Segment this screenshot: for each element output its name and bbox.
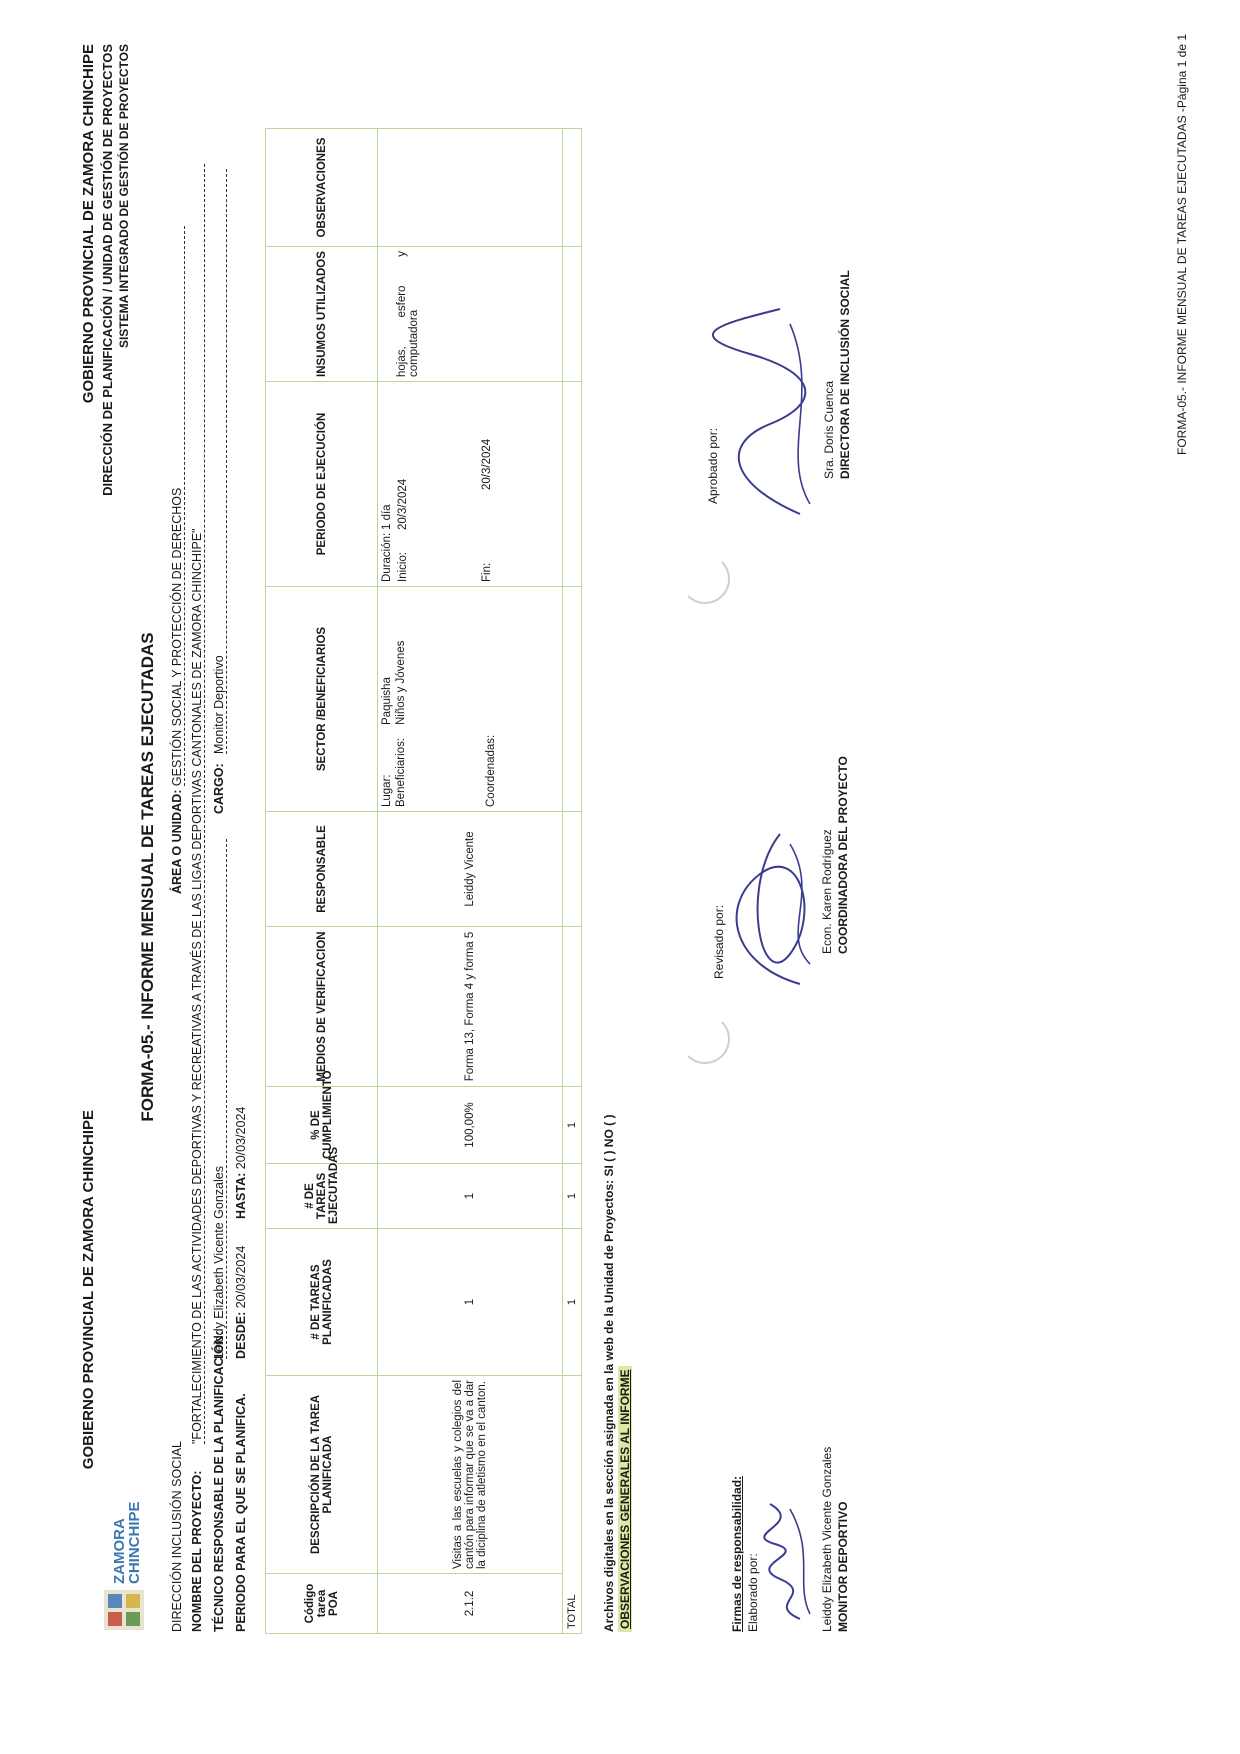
col-code: Código tarea POA bbox=[266, 1574, 378, 1634]
cargo-label: CARGO: bbox=[212, 763, 226, 814]
revisado-label: Revisado por: bbox=[712, 904, 726, 979]
page-footer: FORMA-05.- INFORME MENSUAL DE TAREAS EJECUTADAS -Página 1 de 1 bbox=[1175, 34, 1189, 455]
total-row bbox=[563, 129, 582, 1634]
inicio-value: 20/3/2024 bbox=[397, 478, 409, 530]
project-label: NOMBRE DEL PROYECTO: bbox=[190, 1470, 204, 1632]
desde-value: 20/03/2024 bbox=[234, 1245, 248, 1309]
cell-percent: 100,00% bbox=[378, 1087, 563, 1164]
period-label: PERIODO PARA EL QUE SE PLANIFICA. bbox=[234, 1393, 248, 1632]
col-resp: RESPONSABLE bbox=[266, 812, 378, 927]
lugar-label: Lugar: bbox=[381, 774, 393, 807]
table-header-row bbox=[266, 129, 378, 1634]
col-period: PERIODO DE EJECUCIÓN bbox=[266, 382, 378, 587]
aprobado-label: Aprobado por: bbox=[706, 427, 720, 504]
aprobado-role: DIRECTORA DE INCLUSIÓN SOCIAL bbox=[838, 270, 852, 479]
archivos-line: Archivos digitales en la sección asignada en la web de la Unidad de Proyectos: SI ( ) NO ( ) bbox=[602, 1114, 616, 1632]
logo-text: ZAMORA CHINCHIPE bbox=[111, 1501, 143, 1584]
duracion-label: Duración: bbox=[381, 532, 393, 582]
cell-sector bbox=[378, 587, 563, 812]
col-verif: MEDIOS DE VERIFICACION bbox=[266, 927, 378, 1087]
tasks-table bbox=[265, 128, 582, 1634]
hasta-value: 20/03/2024 bbox=[234, 1106, 248, 1170]
desde-label: DESDE: bbox=[234, 1311, 248, 1359]
area-value: GESTIÓN SOCIAL Y PROTECCIÓN DE DERECHOS bbox=[170, 226, 185, 786]
col-planned: # DE TAREAS PLANIFICADAS bbox=[266, 1229, 378, 1376]
col-obs: OBSERVACIONES bbox=[266, 129, 378, 247]
signatures-heading: Firmas de responsabilidad: bbox=[730, 1475, 744, 1632]
col-inputs: INSUMOS UTILIZADOS bbox=[266, 247, 378, 382]
observaciones-heading: OBSERVACIONES GENERALES AL INFORME bbox=[618, 1366, 632, 1632]
col-sector: SECTOR /BENEFICIARIOS bbox=[266, 587, 378, 812]
fin-label: Fin: bbox=[481, 562, 493, 582]
cell-obs bbox=[378, 129, 563, 247]
total-percent: 1 bbox=[563, 1087, 582, 1164]
cell-executed: 1 bbox=[378, 1164, 563, 1229]
org-name-line: GOBIERNO PROVINCIAL DE ZAMORA CHINCHIPE bbox=[80, 44, 97, 404]
cell-desc: Visitas a las escuelas y colegios del cantón para informar que se va a dar la diciplina de atletismo en el canton. bbox=[378, 1376, 563, 1574]
revisado-role: COORDINADORA DEL PROYECTO bbox=[836, 756, 850, 954]
elaborado-role: MONITOR DEPORTIVO bbox=[836, 1501, 850, 1632]
benef-label: Beneficiarios: bbox=[395, 737, 407, 807]
benef-value: Niños y Jóvenes bbox=[395, 640, 407, 725]
area-field bbox=[170, 226, 185, 894]
direction-line: DIRECCIÓN DE PLANIFICACIÓN / UNIDAD DE GESTIÓN DE PROYECTOS bbox=[100, 44, 115, 496]
tech-label: TÉCNICO RESPONSABLE DE LA PLANIFICACIÓN: bbox=[212, 1331, 226, 1632]
col-desc: DESCRIPCIÓN DE LA TAREA PLANIFICADA bbox=[266, 1376, 378, 1574]
lugar-value: Paquisha bbox=[381, 677, 393, 725]
total-planned: 1 bbox=[563, 1229, 582, 1376]
fin-value: 20/3/2024 bbox=[481, 438, 493, 490]
cell-planned: 1 bbox=[378, 1229, 563, 1376]
table-row bbox=[378, 129, 563, 1634]
inicio-label: Inicio: bbox=[397, 551, 409, 582]
cell-inputs: hojas, esfero y computadora bbox=[378, 247, 563, 382]
punch-hole bbox=[680, 554, 730, 604]
total-label: TOTAL bbox=[563, 1376, 582, 1634]
desde-field bbox=[234, 1246, 248, 1359]
cell-verif: Forma 13, Forma 4 y forma 5 bbox=[378, 927, 563, 1087]
elaborado-label: Elaborado por: bbox=[746, 1553, 760, 1632]
col-percent: % DE CUMPLIMIENTO bbox=[266, 1087, 378, 1164]
elaborado-name: Leiddy Elizabeth Vicente Gonzales bbox=[820, 1446, 834, 1632]
coord-label: Coordenadas: bbox=[485, 734, 497, 807]
aprobado-signature bbox=[710, 304, 830, 524]
col-executed: # DE TAREAS EJECUTADAS bbox=[266, 1164, 378, 1229]
aprobado-name: Sra. Doris Cuenca bbox=[822, 380, 836, 479]
form-title: FORMA-05.- INFORME MENSUAL DE TAREAS EJECUTADAS bbox=[138, 632, 157, 1122]
area-label: ÁREA O UNIDAD: bbox=[170, 789, 184, 894]
elaborado-signature bbox=[760, 1494, 820, 1624]
hasta-field bbox=[234, 1107, 248, 1219]
cargo-value: Monitor Deportivo bbox=[212, 169, 227, 754]
tech-value: Leiddy Elizabeth Vicente Gonzales bbox=[212, 839, 227, 1359]
cell-code: 2.1.2 bbox=[378, 1574, 563, 1634]
system-line: SISTEMA INTEGRADO DE GESTIÓN DE PROYECTOS bbox=[117, 44, 131, 349]
direction-label: DIRECCIÓN INCLUSIÓN SOCIAL bbox=[170, 1440, 184, 1632]
project-value: "FORTALECIMIENTO DE LAS ACTIVIDADES DEPORTIVAS Y RECREATIVAS A TRAVÉS DE LAS LIGAS DEPORTIVAS CANTONALES DE ZAMORA CHINCHIPE" bbox=[190, 164, 205, 1444]
revisado-signature bbox=[720, 824, 830, 994]
cell-resp: Leiddy Vicente bbox=[378, 812, 563, 927]
org-name: GOBIERNO PROVINCIAL DE ZAMORA CHINCHIPE bbox=[80, 1110, 97, 1470]
total-executed: 1 bbox=[563, 1164, 582, 1229]
duracion-value: 1 día bbox=[381, 504, 393, 530]
cell-period bbox=[378, 382, 563, 587]
punch-hole bbox=[680, 1014, 730, 1064]
hasta-label: HASTA: bbox=[234, 1172, 248, 1219]
revisado-name: Econ. Karen Rodríguez bbox=[820, 829, 834, 954]
